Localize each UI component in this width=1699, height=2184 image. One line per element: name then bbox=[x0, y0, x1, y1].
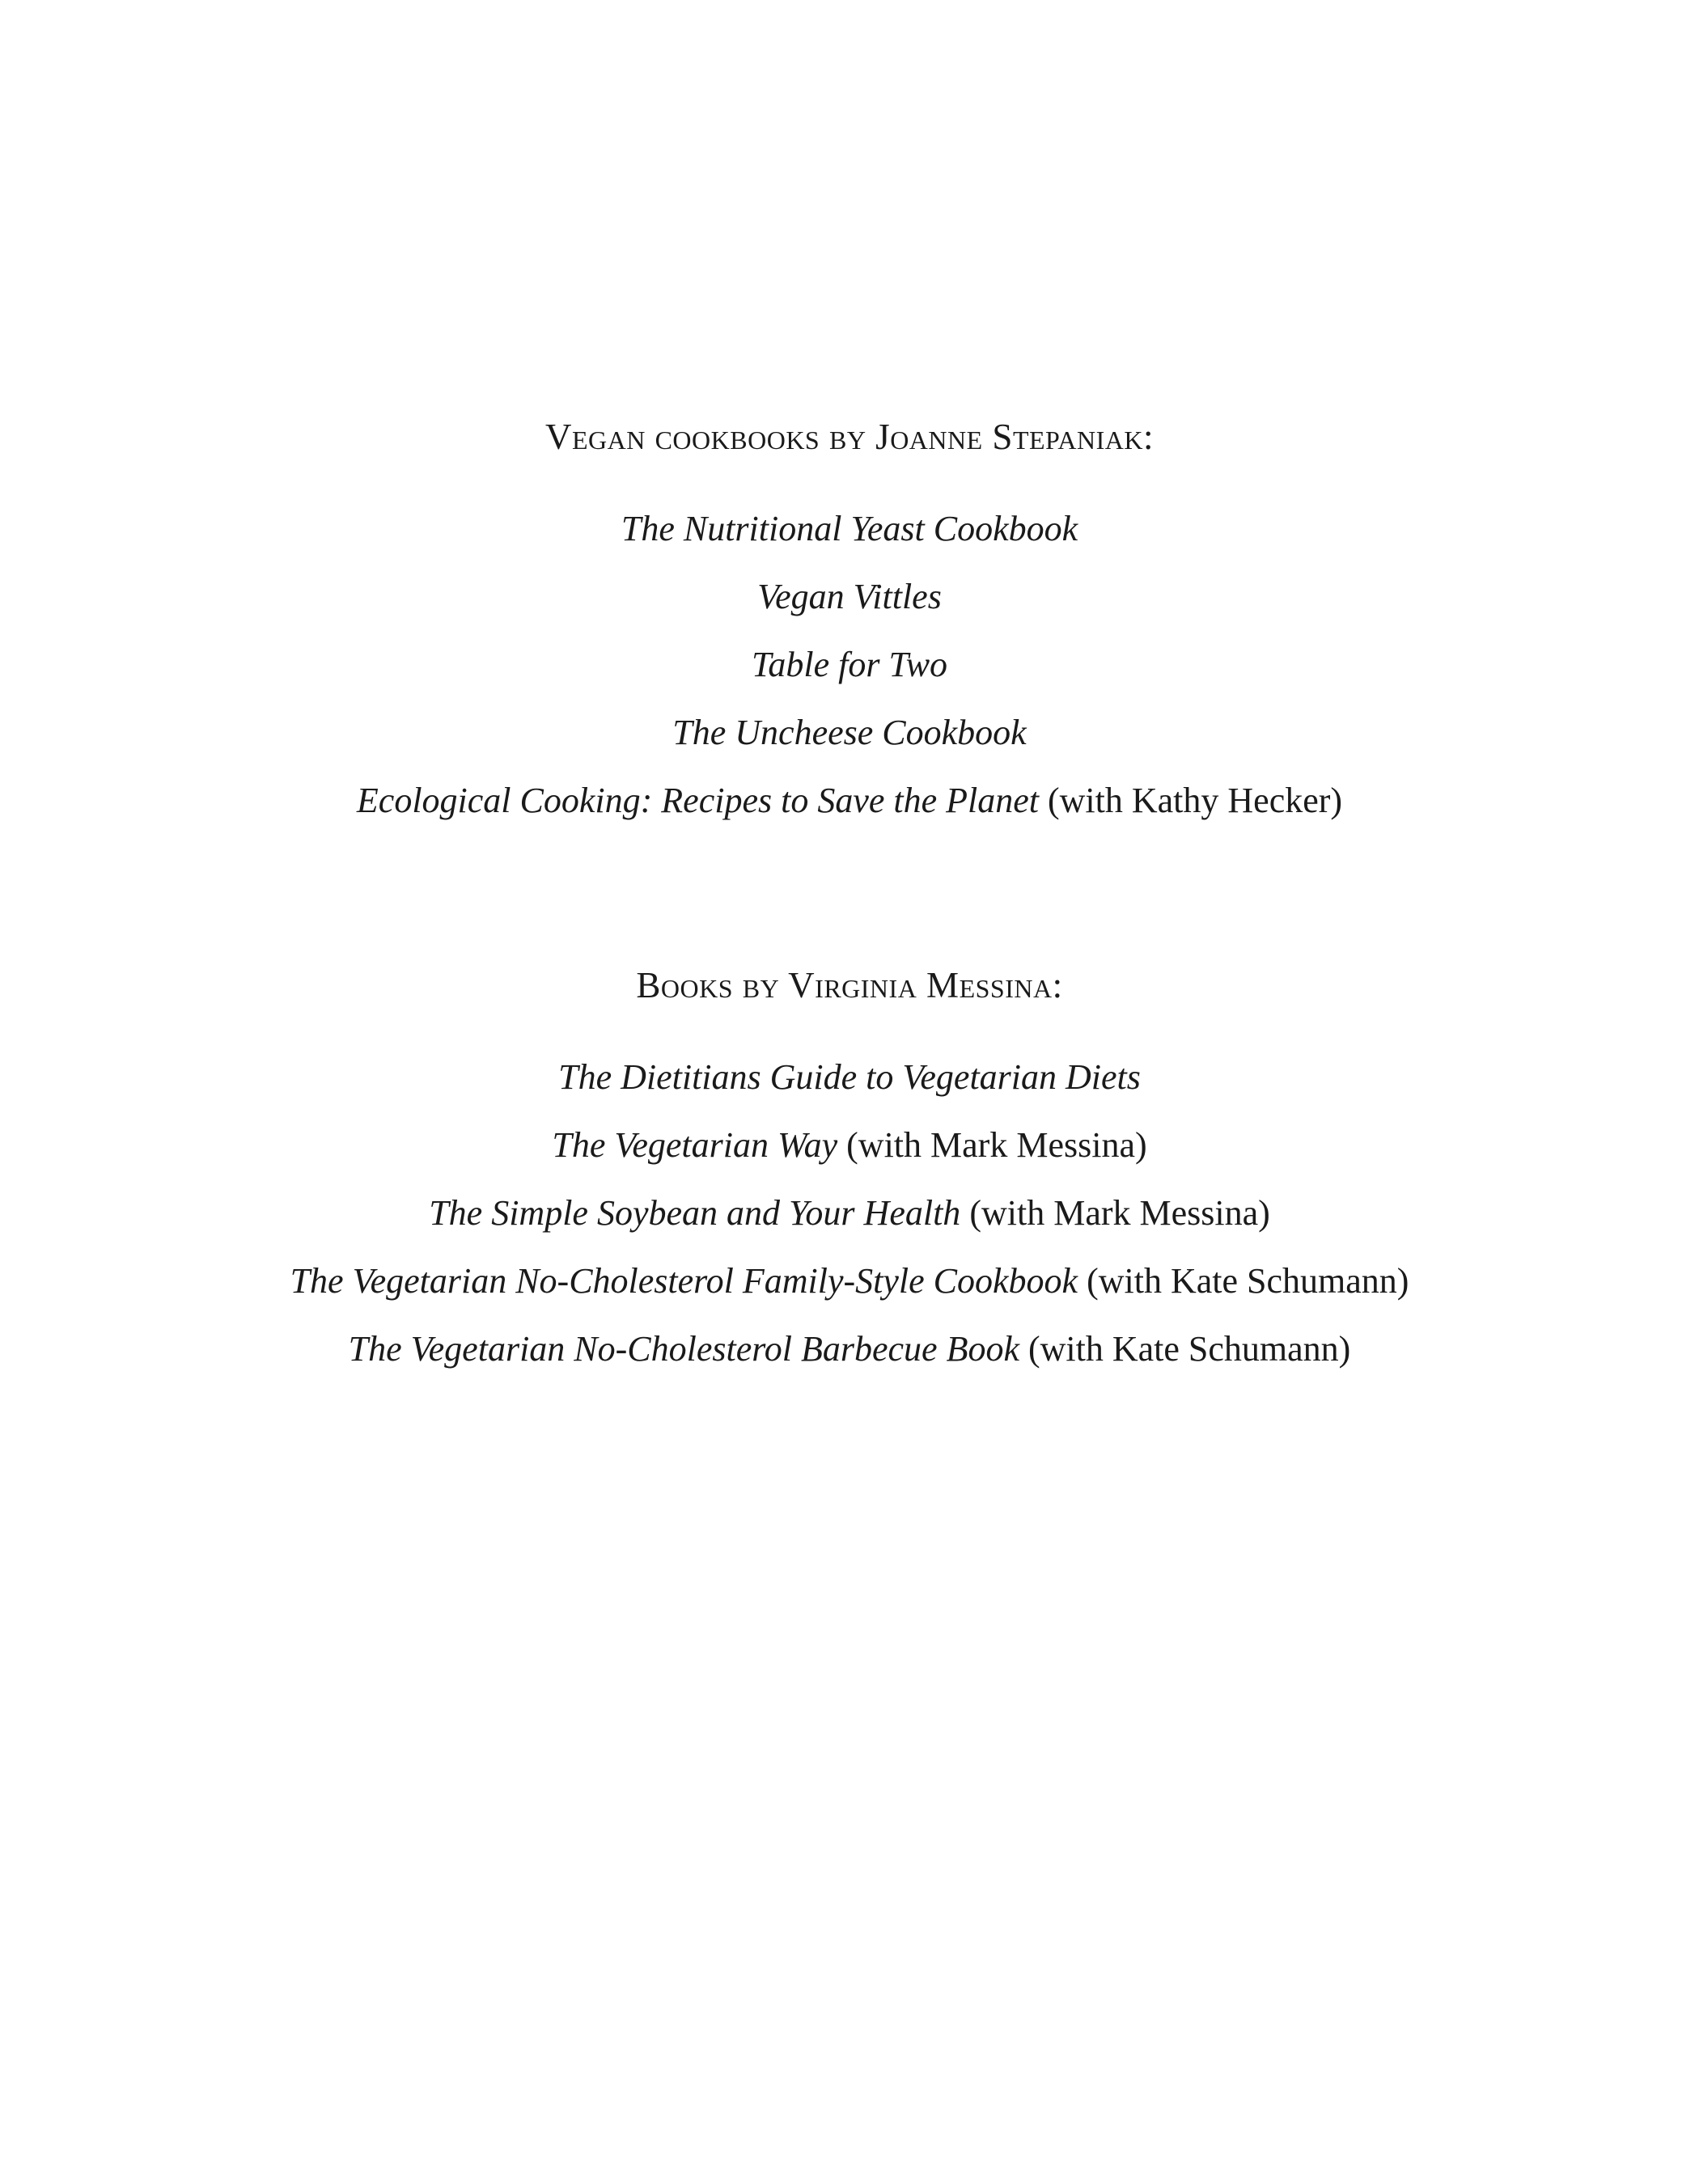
book-entry bbox=[0, 1247, 1699, 1315]
book-title: Vegan Vittles bbox=[757, 577, 942, 616]
book-entry bbox=[0, 1043, 1699, 1111]
book-title: The Simple Soybean and Your Health bbox=[429, 1193, 961, 1233]
coauthor-note: (with Kate Schumann) bbox=[1027, 1329, 1351, 1369]
book-list bbox=[0, 1043, 1699, 1383]
book-title: The Vegetarian Way bbox=[552, 1125, 838, 1165]
book-entry bbox=[0, 495, 1699, 563]
book-title: The Vegetarian No-Cholesterol Family-Style Cookbook bbox=[290, 1261, 1078, 1301]
book-entry bbox=[0, 1179, 1699, 1247]
coauthor-note: (with Mark Messina) bbox=[969, 1193, 1270, 1233]
messina-books-section bbox=[0, 963, 1699, 1383]
book-title: The Dietitians Guide to Vegetarian Diets bbox=[558, 1057, 1141, 1097]
book-list bbox=[0, 495, 1699, 835]
book-title: Table for Two bbox=[751, 645, 948, 684]
coauthor-note: (with Mark Messina) bbox=[846, 1125, 1147, 1165]
book-entry bbox=[0, 1111, 1699, 1179]
coauthor-note: (with Kathy Hecker) bbox=[1048, 781, 1343, 820]
section-heading: Books by Virginia Messina: bbox=[636, 965, 1063, 1005]
book-entry bbox=[0, 563, 1699, 631]
book-entry bbox=[0, 699, 1699, 767]
book-title: Ecological Cooking: Recipes to Save the Planet bbox=[356, 781, 1039, 820]
coauthor-note: (with Kate Schumann) bbox=[1087, 1261, 1409, 1301]
book-entry bbox=[0, 631, 1699, 699]
book-title: The Uncheese Cookbook bbox=[672, 713, 1027, 752]
book-title: The Vegetarian No-Cholesterol Barbecue Book bbox=[348, 1329, 1019, 1369]
section-heading: Vegan cookbooks by Joanne Stepaniak: bbox=[544, 417, 1155, 457]
book-title: The Nutritional Yeast Cookbook bbox=[621, 509, 1078, 548]
book-entry bbox=[0, 767, 1699, 835]
stepaniak-books-section bbox=[0, 414, 1699, 835]
book-entry bbox=[0, 1315, 1699, 1383]
